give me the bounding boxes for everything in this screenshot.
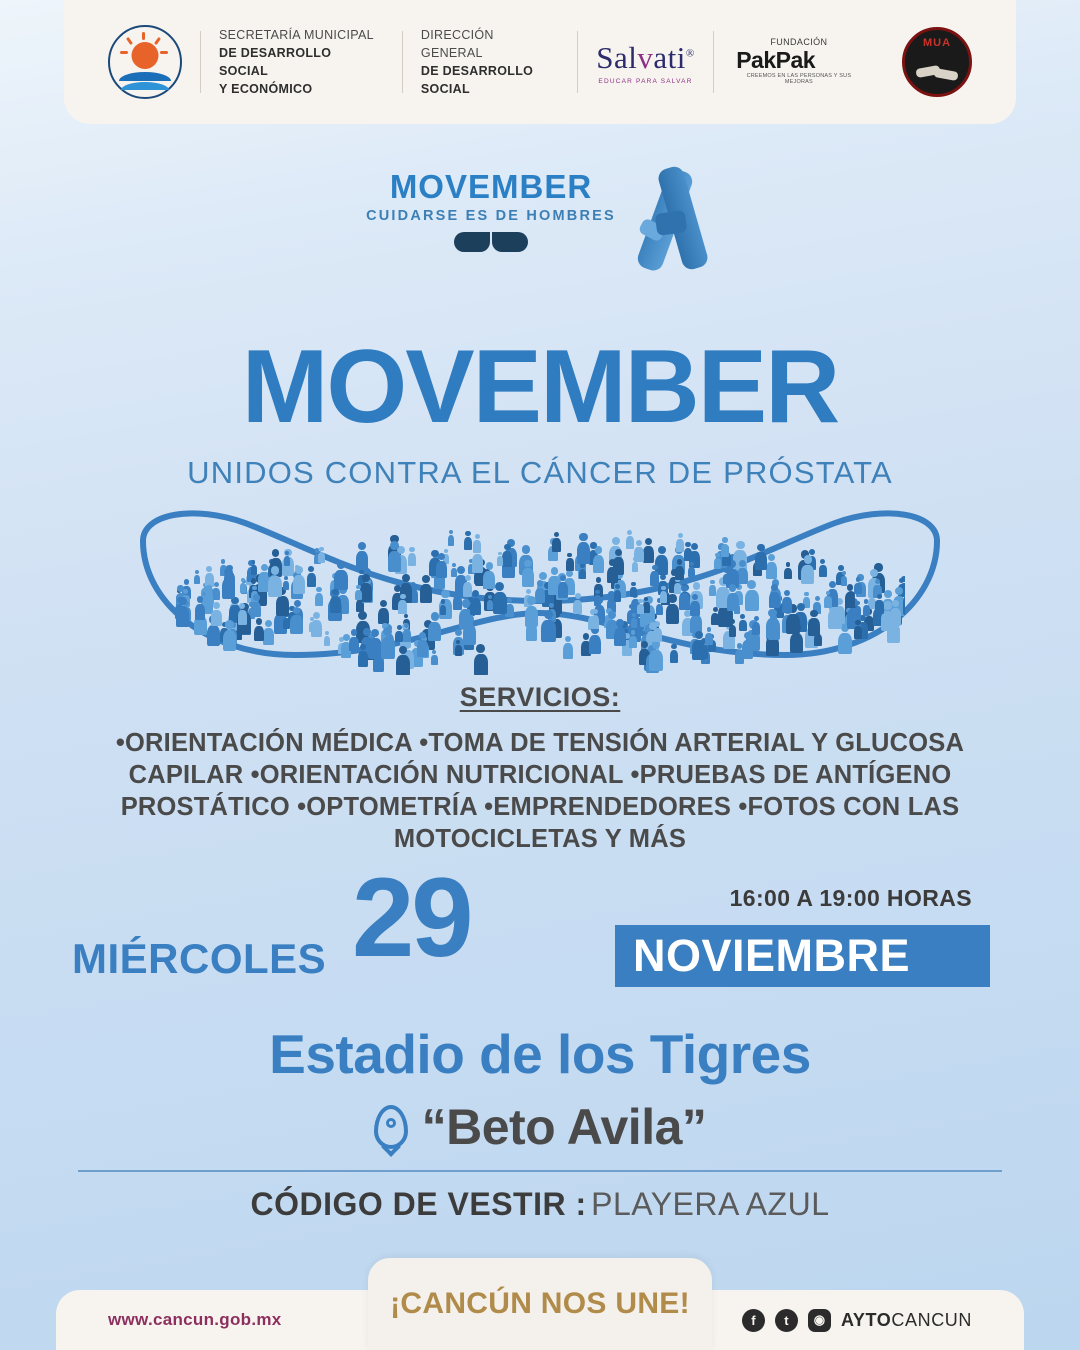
crowd-person: [790, 623, 803, 653]
pakpak-logo: [714, 25, 884, 99]
secretaria-block: [201, 25, 402, 99]
crowd-person: [573, 593, 582, 615]
salvati-reg: ®: [685, 47, 695, 60]
mua-title: MUA: [922, 37, 952, 49]
crowd-person: [224, 565, 234, 589]
crowd-person: [653, 621, 662, 641]
secretaria-line1: SECRETARÍA MUNICIPAL: [219, 27, 374, 42]
crowd-person: [819, 559, 827, 577]
venue-line-1: Estadio de los Tigres: [269, 1023, 811, 1085]
secretaria-line2: DE DESARROLLO SOCIAL: [219, 45, 332, 78]
pakpak-title: PakPak: [736, 46, 816, 73]
event-month-bar: [615, 925, 990, 987]
crowd-person: [474, 644, 488, 675]
crowd-person: [768, 614, 779, 640]
crowd-person: [769, 584, 779, 608]
crowd-person: [284, 551, 291, 566]
crowd-person: [558, 575, 568, 598]
crowd-person: [417, 632, 428, 657]
crowd-person: [649, 640, 663, 671]
movember-mark-title: MOVEMBER: [389, 168, 593, 205]
crowd-person: [455, 640, 462, 656]
crowd-person: [463, 615, 477, 646]
crowd-person: [782, 590, 792, 612]
crowd-person: [283, 576, 289, 590]
divider-line: [78, 1170, 1002, 1172]
crowd-person: [903, 584, 905, 614]
crowd-person: [315, 587, 324, 607]
event-hours: 16:00 A 19:00 HORAS: [729, 885, 972, 911]
direccion-block: [403, 25, 577, 99]
facebook-icon[interactable]: f: [742, 1309, 765, 1332]
salvati-word-1: Sal: [596, 39, 638, 75]
page-subtitle: UNIDOS CONTRA EL CÁNCER DE PRÓSTATA: [187, 455, 893, 490]
crowd-person: [428, 612, 441, 641]
pakpak-top: FUNDACIÓN: [770, 37, 828, 48]
crowd-person: [714, 553, 721, 569]
crowd-person: [784, 562, 792, 580]
map-pin-icon: [374, 1105, 408, 1149]
crowd-person: [739, 614, 747, 631]
crowd-person: [378, 600, 389, 625]
dress-code-value: PLAYERA AZUL: [591, 1186, 830, 1222]
mustache-icon: [454, 232, 528, 252]
salvati-tagline: EDUCAR PARA SALVAR: [598, 77, 693, 85]
crowd-person: [577, 533, 591, 564]
crowd-person: [525, 596, 539, 627]
crowd-person: [436, 553, 447, 578]
crowd-person: [690, 594, 700, 616]
crowd-person: [268, 566, 281, 596]
crowd-person: [194, 570, 200, 585]
crowd-person: [522, 560, 534, 587]
mua-emblem-icon: [902, 27, 972, 97]
secretaria-line3: Y ECONÓMICO: [219, 82, 313, 97]
crowd-person: [398, 594, 407, 614]
crowd-person: [854, 620, 862, 639]
salvati-logo: [578, 25, 712, 99]
crowd-person: [824, 591, 832, 608]
direccion-line2: DE DESARROLLO: [420, 64, 534, 78]
crowd-mustache-icon: [135, 505, 945, 685]
crowd-person: [552, 532, 561, 552]
crowd-person: [502, 544, 512, 567]
footer-social-block: [742, 1309, 972, 1332]
dress-code-label: CÓDIGO DE VESTIR :: [250, 1186, 587, 1222]
crowd-person: [752, 616, 760, 635]
crowd-person: [358, 644, 368, 667]
crowd-person: [692, 631, 705, 660]
crowd-person: [593, 546, 605, 572]
event-day: 29: [352, 855, 471, 980]
pakpak-tagline: CREEMOS EN LAS PERSONAS Y SUS MEJORAS: [746, 73, 852, 86]
instagram-icon[interactable]: ◉: [808, 1309, 831, 1332]
salvati-word-2: ati: [653, 39, 686, 75]
crowd-person: [309, 617, 315, 632]
crowd-person: [643, 538, 654, 563]
dress-code: [0, 1186, 1080, 1223]
crowd-person: [729, 619, 737, 636]
venue-line-2-row: [0, 1098, 1080, 1156]
crowd-person: [727, 584, 739, 611]
crowd-person: [293, 566, 305, 594]
crowd-person: [195, 596, 205, 620]
crowd-person: [307, 566, 316, 586]
page-title: MOVEMBER: [241, 329, 839, 445]
crowd-person: [875, 594, 884, 614]
crowd-person: [324, 631, 331, 646]
twitter-icon[interactable]: t: [775, 1309, 798, 1332]
salvati-word-v: v: [637, 39, 654, 75]
crowd-person: [356, 542, 368, 570]
crowd-person: [808, 610, 820, 637]
direccion-line3: SOCIAL: [420, 82, 470, 97]
crowd-person: [395, 625, 403, 642]
venue-line-2: “Beto Avila”: [421, 1099, 707, 1155]
direccion-line1: DIRECCIÓN GENERAL: [420, 27, 494, 60]
crowd-person: [579, 563, 586, 579]
movember-mark-subtitle: CUIDARSE ES DE HOMBRES: [366, 208, 616, 224]
crowd-person: [497, 552, 503, 566]
crowd-person: [711, 607, 719, 625]
movember-brand-mark: [0, 160, 1080, 286]
crowd-person: [251, 560, 257, 574]
crowd-person: [290, 607, 302, 634]
crowd-person: [334, 561, 347, 591]
event-weekday: MIÉRCOLES: [72, 935, 327, 982]
crowd-person: [670, 644, 679, 664]
crowd-person: [660, 586, 668, 604]
crowd-person: [349, 629, 359, 651]
header-logo-bar: [64, 0, 1016, 124]
crowd-person: [614, 619, 626, 646]
crowd-person: [801, 555, 814, 584]
services-heading: SERVICIOS:: [459, 682, 621, 712]
crowd-person: [205, 585, 213, 604]
crowd-person: [470, 590, 481, 615]
crowd-person: [607, 559, 618, 583]
crowd-person: [709, 580, 716, 595]
crowd-person: [254, 618, 264, 641]
event-date-block: [0, 855, 1080, 1002]
crowd-person: [240, 578, 246, 593]
crowd-person: [674, 578, 681, 594]
crowd-person: [472, 546, 484, 573]
crowd-person: [448, 530, 455, 546]
social-handle-bold: AYTO: [840, 1309, 892, 1330]
crowd-person: [330, 589, 341, 613]
cancun-seal-logo: [90, 25, 200, 99]
crowd-person: [631, 613, 637, 628]
crowd-person: [614, 584, 622, 602]
crowd-person: [863, 599, 870, 616]
crowd-person: [854, 577, 861, 594]
crowd-person: [541, 610, 555, 642]
social-handle: [841, 1310, 972, 1331]
crowd-person: [388, 541, 402, 572]
crowd-figures: [175, 519, 905, 675]
crowd-person: [643, 597, 650, 612]
crowd-person: [675, 559, 684, 580]
crowd-person: [176, 597, 189, 626]
crowd-person: [745, 580, 759, 611]
crowd-person: [420, 575, 432, 602]
crowd-person: [637, 599, 643, 614]
social-handle-light: CANCUN: [891, 1309, 972, 1330]
crowd-person: [251, 594, 261, 617]
crowd-person: [431, 650, 437, 665]
crowd-person: [705, 627, 713, 645]
prostate-cancer-ribbon-icon: [622, 160, 714, 286]
cancun-seal-icon: [108, 25, 182, 99]
crowd-person: [766, 554, 777, 579]
crowd-person: [408, 547, 416, 566]
crowd-person: [451, 563, 457, 577]
mua-logo: [884, 25, 990, 99]
crowd-person: [238, 603, 247, 624]
crowd-person: [205, 566, 214, 587]
crowd-person: [493, 582, 507, 614]
crowd-person: [211, 602, 222, 626]
crowd-person: [721, 537, 730, 557]
crowd-person: [890, 600, 901, 626]
event-month: NOVIEMBRE: [633, 930, 911, 981]
slogan-box: [368, 1258, 712, 1350]
crowd-person: [403, 623, 411, 642]
crowd-person: [845, 584, 855, 607]
crowd-person: [650, 565, 659, 586]
crowd-person: [589, 626, 601, 653]
crowd-person: [223, 620, 237, 651]
crowd-person: [684, 542, 693, 562]
crowd-person: [566, 553, 574, 571]
crowd-person: [688, 562, 695, 578]
crowd-person: [591, 609, 600, 629]
crowd-person: [263, 620, 274, 645]
crowd-person: [755, 544, 767, 570]
slogan-text: ¡CANCÚN NOS UNE!: [390, 1287, 690, 1320]
crowd-person: [453, 590, 462, 610]
crowd-person: [626, 530, 634, 549]
crowd-person: [384, 630, 392, 649]
crowd-person: [735, 643, 744, 663]
crowd-person: [630, 582, 637, 597]
crowd-person: [632, 557, 638, 571]
crowd-person: [563, 636, 573, 660]
crowd-person: [629, 630, 637, 648]
footer-website-link[interactable]: www.cancun.gob.mx: [108, 1310, 282, 1329]
crowd-person: [396, 646, 410, 675]
services-body: •ORIENTACIÓN MÉDICA •TOMA DE TENSIÓN ARTERIAL Y GLUCOSA CAPILAR •ORIENTACIÓN NUTRICIONAL •PRUEBAS DE ANTÍGENO PROSTÁTICO •OPTOMETRÍA •EMPRENDEDORES •FOTOS CON LAS MOTOCICLETAS Y MÁS: [115, 729, 965, 854]
crowd-person: [355, 585, 362, 600]
crowd-person: [318, 547, 325, 564]
